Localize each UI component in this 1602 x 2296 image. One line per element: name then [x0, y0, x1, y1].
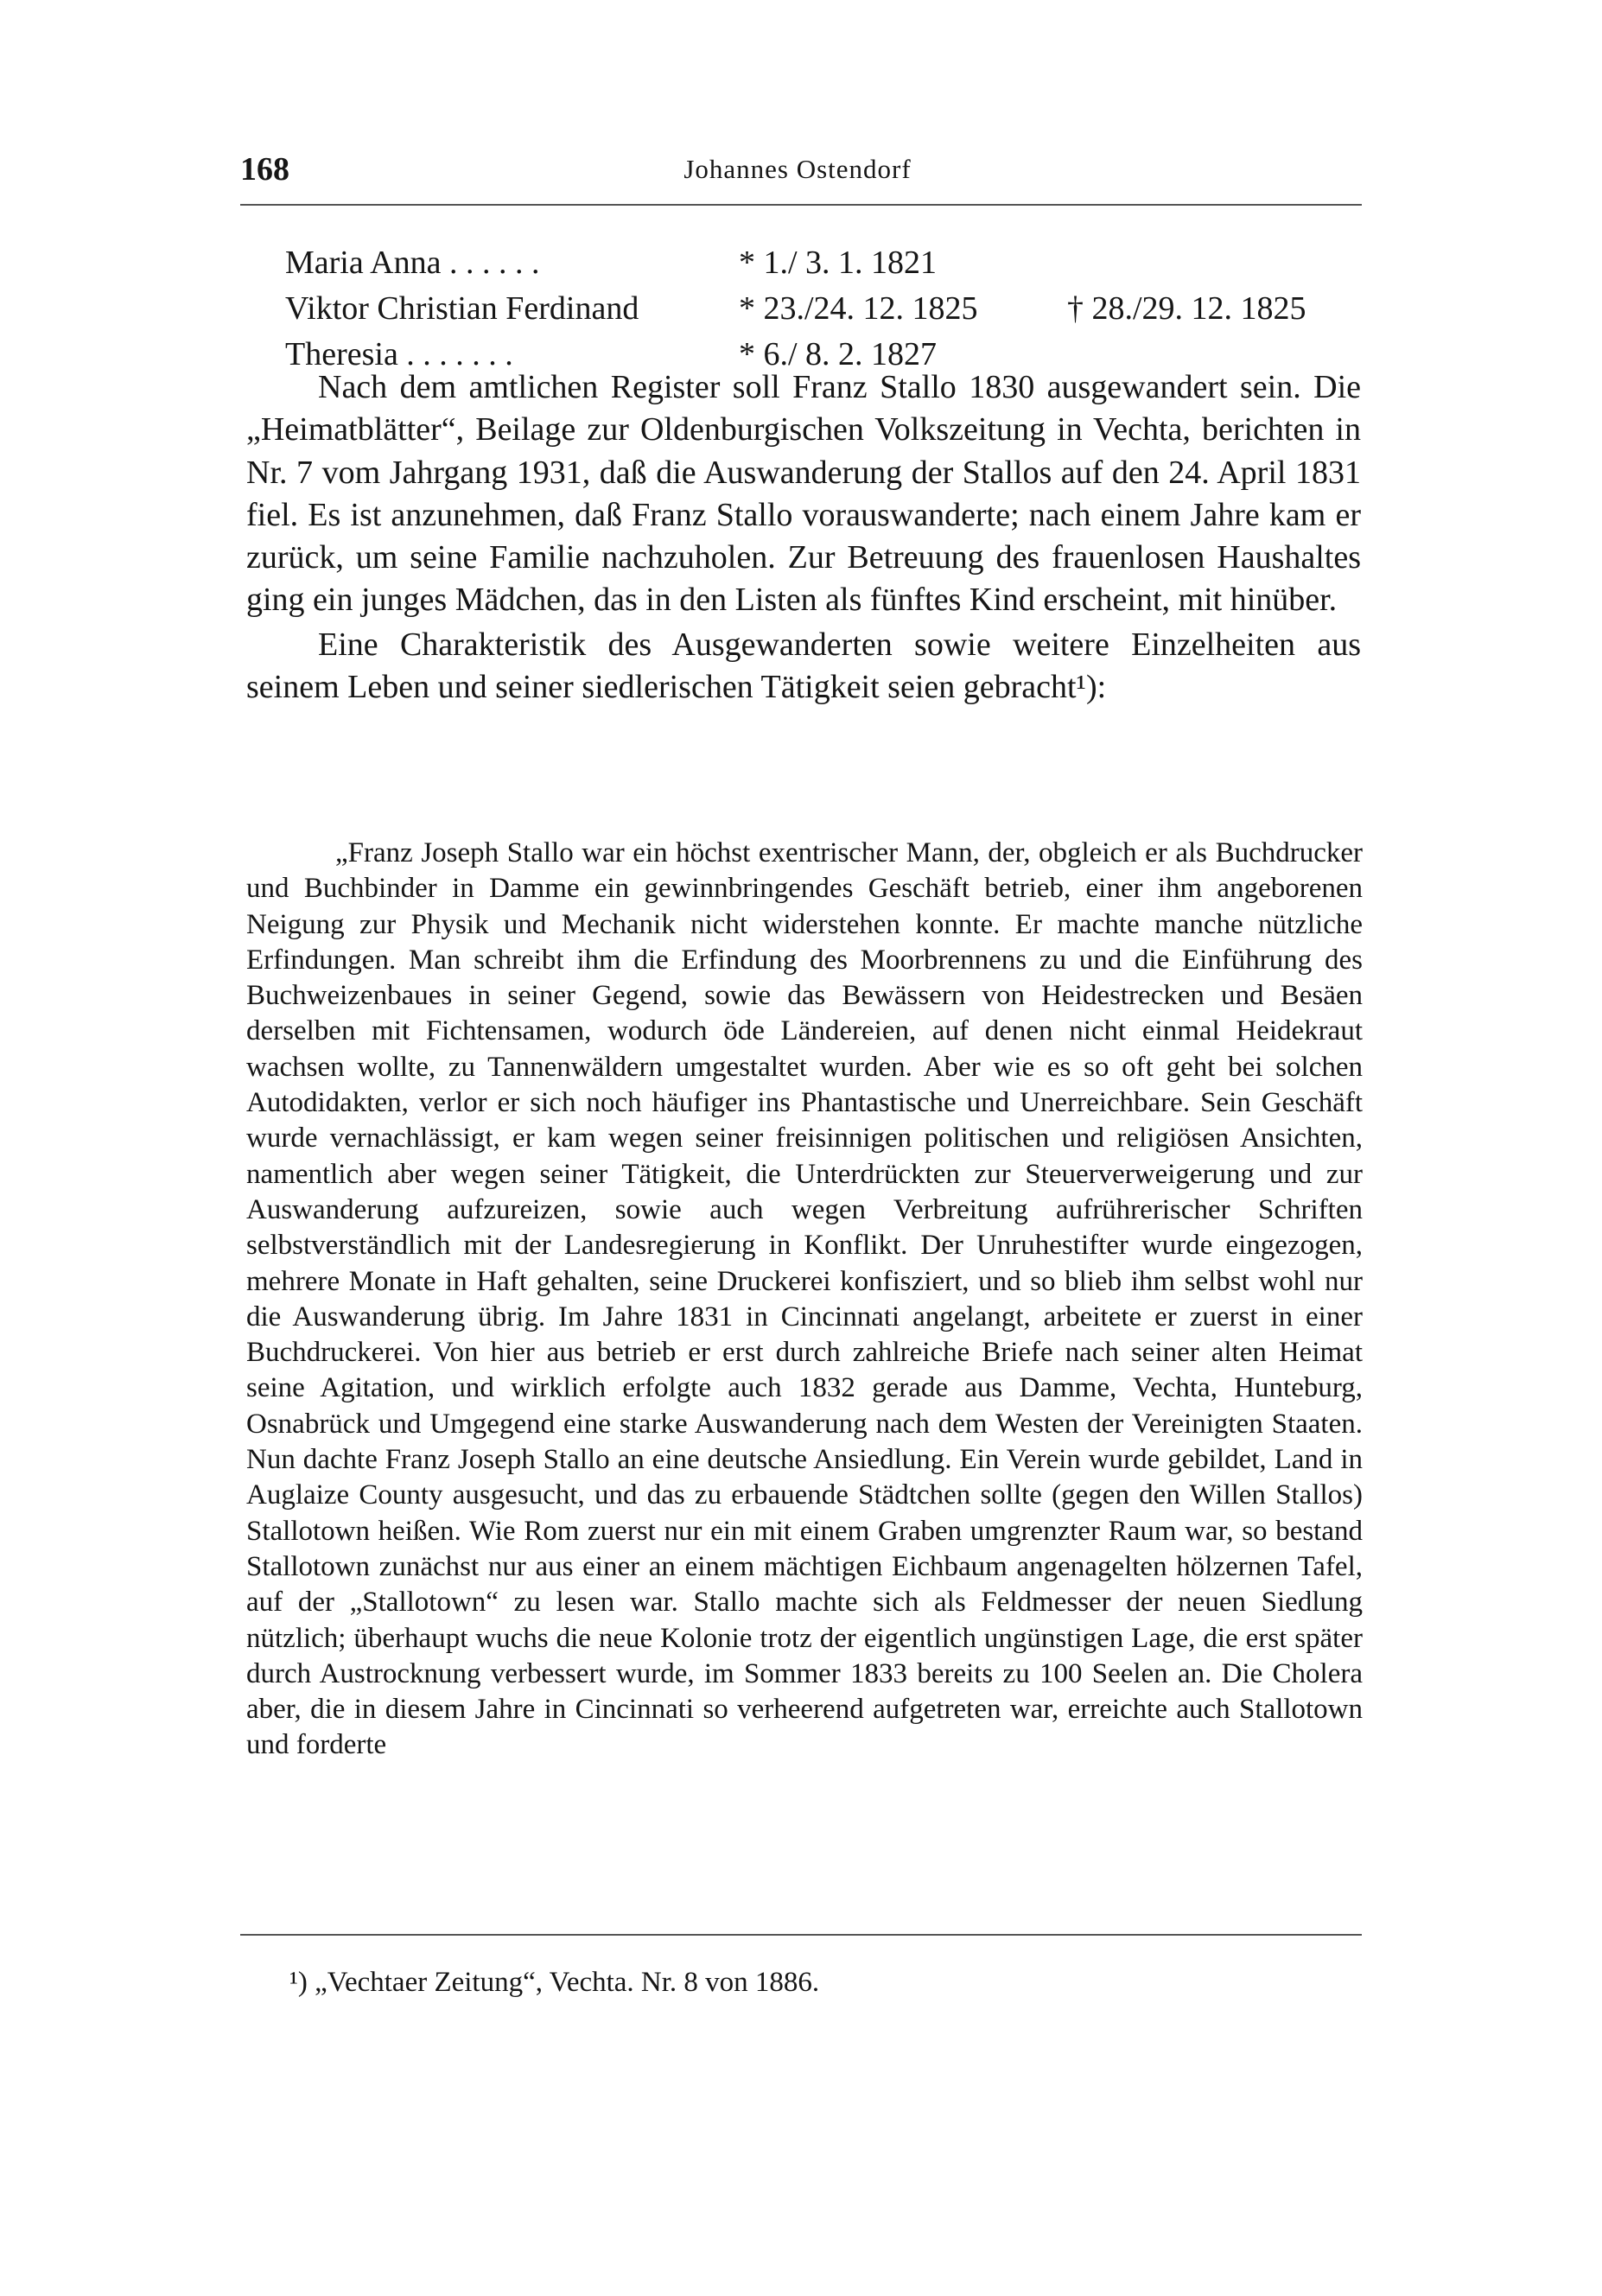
- paragraph: Eine Charakteristik des Ausgewanderten sowie weitere Einzelheiten aus seinem Leben und seiner siedlerischen Tätigkeit seien gebracht¹):: [246, 626, 1361, 706]
- child-birth-date: * 23./24. 12. 1825: [739, 290, 978, 327]
- footnote-rule: [240, 1934, 1362, 1936]
- body-text: [246, 366, 1361, 709]
- child-row: [285, 286, 1408, 332]
- child-death-date: † 28./29. 12. 1825: [1067, 290, 1306, 327]
- page-number: 168: [240, 151, 289, 188]
- child-name: Theresia . . . . . . .: [285, 336, 513, 372]
- children-list: [285, 240, 1408, 378]
- child-name: Maria Anna . . . . . .: [285, 245, 540, 281]
- footnote: ¹) „Vechtaer Zeitung“, Vechta. Nr. 8 von 1886.: [289, 1967, 820, 1998]
- running-title: Johannes Ostendorf: [683, 154, 912, 184]
- child-name: Viktor Christian Ferdinand: [285, 290, 639, 327]
- block-quote: „Franz Joseph Stallo war ein höchst exentrischer Mann, der, obgleich er als Buchdrucker und Buchbinder in Damme ein gewinnbringendes Geschäft betrieb, einer ihm angeborenen Neigung zur Physik und Mechanik nicht widerstehen konnte. Er machte manche nützliche Erfindungen. Man schreibt ihm die Erfindung des Moorbrennens zu und die Einführung des Buchweizenbaues in seiner Gegend, sowie das Bewässern von Heidestrecken und Besäen derselben mit Fichtensamen, wodurch öde Ländereien, auf denen nicht einmal Heidekraut wachsen wollte, zu Tannenwäldern umgestaltet wurden. Aber wie es so oft geht bei solchen Autodidakten, verlor er sich noch häufiger ins Phantastische und Unerreichbare. Sein Geschäft wurde vernachlässigt, er kam wegen seiner freisinnigen politischen und religiösen Ansichten, namentlich aber wegen seiner Tätigkeit, die Unterdrückten zur Steuerverweigerung und zur Auswanderung aufzureizen, sowie auch wegen Verbreitung aufrührerischer Schriften selbstverständlich mit der Landesregierung in Konflikt. Der Unruhestifter wurde eingezogen, mehrere Monate in Haft gehalten, seine Druckerei konfisziert, und so blieb ihm selbst wohl nur die Auswanderung übrig. Im Jahre 1831 in Cincinnati angelangt, arbeitete er zuerst in einer Buchdruckerei. Von hier aus betrieb er erst durch zahlreiche Briefe nach seiner alten Heimat seine Agitation, und wirklich erfolgte auch 1832 gerade aus Damme, Vechta, Hunteburg, Osnabrück und Umgegend eine starke Auswanderung nach dem Westen der Vereinigten Staaten. Nun dachte Franz Joseph Stallo an eine deutsche Ansiedlung. Ein Verein wurde gebildet, Land in Auglaize County ausgesucht, und das zu erbauende Städtchen sollte (gegen den Willen Stallos) Stallotown heißen. Wie Rom zuerst nur ein mit einem Graben umgrenzter Raum war, so bestand Stallotown zunächst nur aus einer an einem mächtigen Eichbaum angenagelten hölzernen Tafel, auf der „Stallotown“ zu lesen war. Stallo machte sich als Feldmesser der neuen Siedlung nützlich; überhaupt wuchs die neue Kolonie trotz der eigentlich ungünstigen Lage, die erst später durch Austrocknung verbessert wurde, im Sommer 1833 bereits zu 100 Seelen an. Die Cholera aber, die in diesem Jahre in Cincinnati so verheerend aufgetreten war, erreichte auch Stallotown und forderte: [246, 837, 1363, 1761]
- child-row: [285, 240, 1408, 286]
- page-header: [240, 145, 1355, 194]
- header-rule: [240, 204, 1362, 206]
- child-birth-date: * 6./ 8. 2. 1827: [739, 336, 938, 372]
- child-birth-date: * 1./ 3. 1. 1821: [739, 245, 938, 281]
- paragraph: Nach dem amtlichen Register soll Franz Stallo 1830 ausgewandert sein. Die „Heimatblätter“, Beilage zur Oldenburgischen Volkszeitung in Vechta, berichten in Nr. 7 vom Jahrgang 1931, daß die Auswanderung der Stallos auf den 24. April 1831 fiel. Es ist anzunehmen, daß Franz Stallo vorauswanderte; nach einem Jahre kam er zurück, um seine Familie nachzuholen. Zur Betreuung des frauenlosen Haushaltes ging ein junges Mädchen, das in den Listen als fünftes Kind erscheint, mit hinüber.: [246, 369, 1361, 619]
